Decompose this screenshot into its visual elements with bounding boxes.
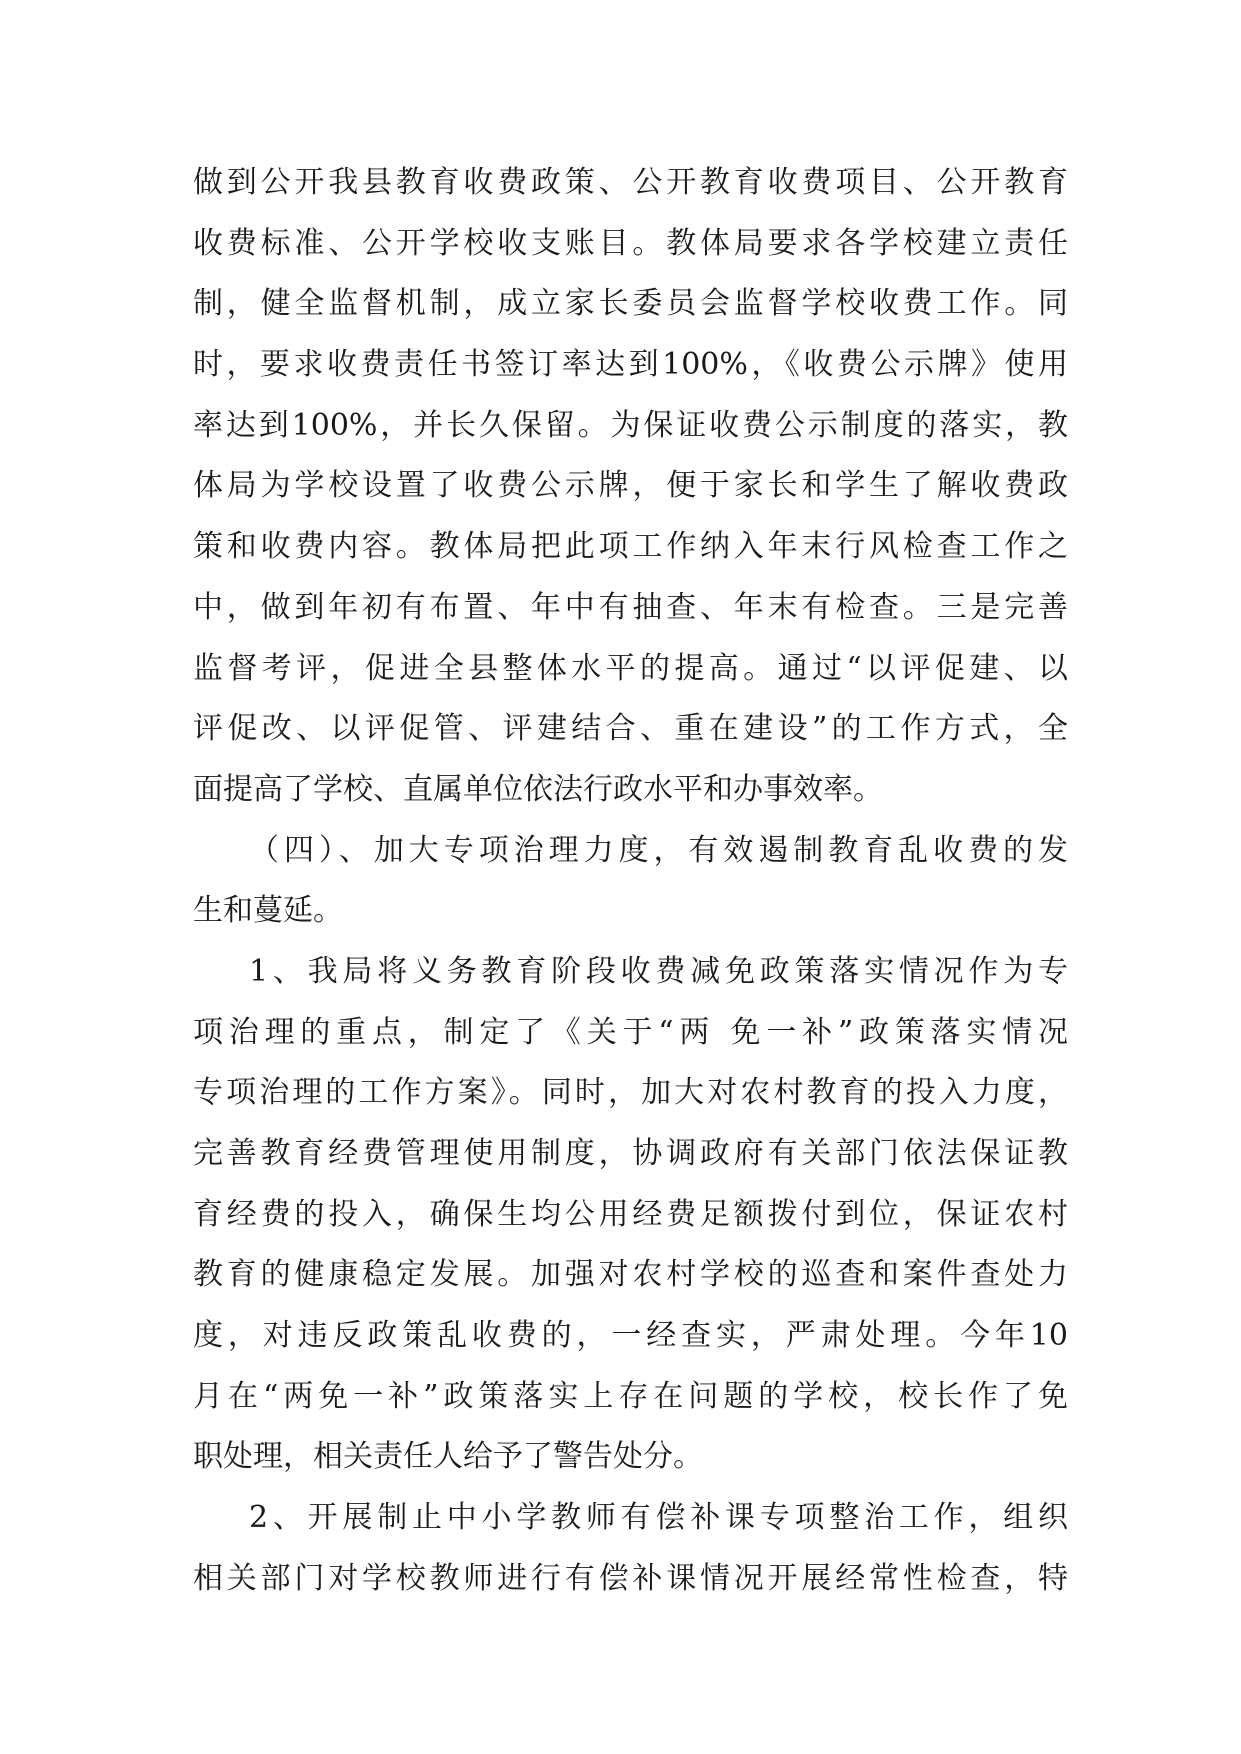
text-line: 中，做到年初有布置、年中有抽查、年末有检查。三是完善 bbox=[193, 589, 1068, 625]
text-line: 月在“两免一补”政策落实上存在问题的学校，校长作了免 bbox=[193, 1378, 1068, 1414]
text-line: 监督考评，促进全县整体水平的提高。通过“以评促建、以 bbox=[193, 650, 1068, 686]
text-line: 相关部门对学校教师进行有偿补课情况开展经常性检查，特 bbox=[193, 1560, 1068, 1596]
text-line: 制，健全监督机制，成立家长委员会监督学校收费工作。同 bbox=[193, 286, 1068, 322]
section-heading-line: （四）、加大专项治理力度，有效遏制教育乱收费的发 bbox=[249, 832, 1068, 868]
text-line: 体局为学校设置了收费公示牌，便于家长和学生了解收费政 bbox=[193, 468, 1068, 504]
text-line: 时，要求收费责任书签订率达到100%，《收费公示牌》使用 bbox=[193, 347, 1068, 383]
text-line: 专项治理的工作方案》。同时，加大对农村教育的投入力度， bbox=[193, 1075, 1068, 1111]
text-line: 教育的健康稳定发展。加强对农村学校的巡查和案件查处力 bbox=[193, 1257, 1068, 1293]
text-line: 做到公开我县教育收费政策、公开教育收费项目、公开教育 bbox=[193, 165, 1068, 200]
section-heading-line: 生和蔓延。 bbox=[193, 893, 343, 929]
body-text bbox=[193, 157, 1068, 1614]
text-line: 评促改、以评促管、评建结合、重在建设”的工作方式，全 bbox=[193, 711, 1068, 747]
text-line: 1、我局将义务教育阶段收费减免政策落实情况作为专 bbox=[249, 953, 1068, 989]
text-line: 项治理的重点，制定了《关于“两 免一补”政策落实情况 bbox=[193, 1014, 1068, 1050]
text-line: 策和收费内容。教体局把此项工作纳入年末行风检查工作之 bbox=[193, 529, 1068, 565]
text-line: 育经费的投入，确保生均公用经费足额拨付到位，保证农村 bbox=[193, 1196, 1068, 1232]
text-line: 率达到100%，并长久保留。为保证收费公示制度的落实，教 bbox=[193, 407, 1068, 443]
text-line: 职处理，相关责任人给予了警告处分。 bbox=[193, 1439, 703, 1475]
text-line: 收费标准、公开学校收支账目。教体局要求各学校建立责任 bbox=[193, 225, 1068, 261]
text-line: 2、开展制止中小学教师有偿补课专项整治工作，组织 bbox=[249, 1500, 1068, 1536]
text-line: 面提高了学校、直属单位依法行政水平和办事效率。 bbox=[193, 771, 883, 807]
text-line: 完善教育经费管理使用制度，协调政府有关部门依法保证教 bbox=[193, 1136, 1068, 1171]
text-line: 度，对违反政策乱收费的，一经查实，严肃处理。今年10 bbox=[193, 1318, 1068, 1354]
